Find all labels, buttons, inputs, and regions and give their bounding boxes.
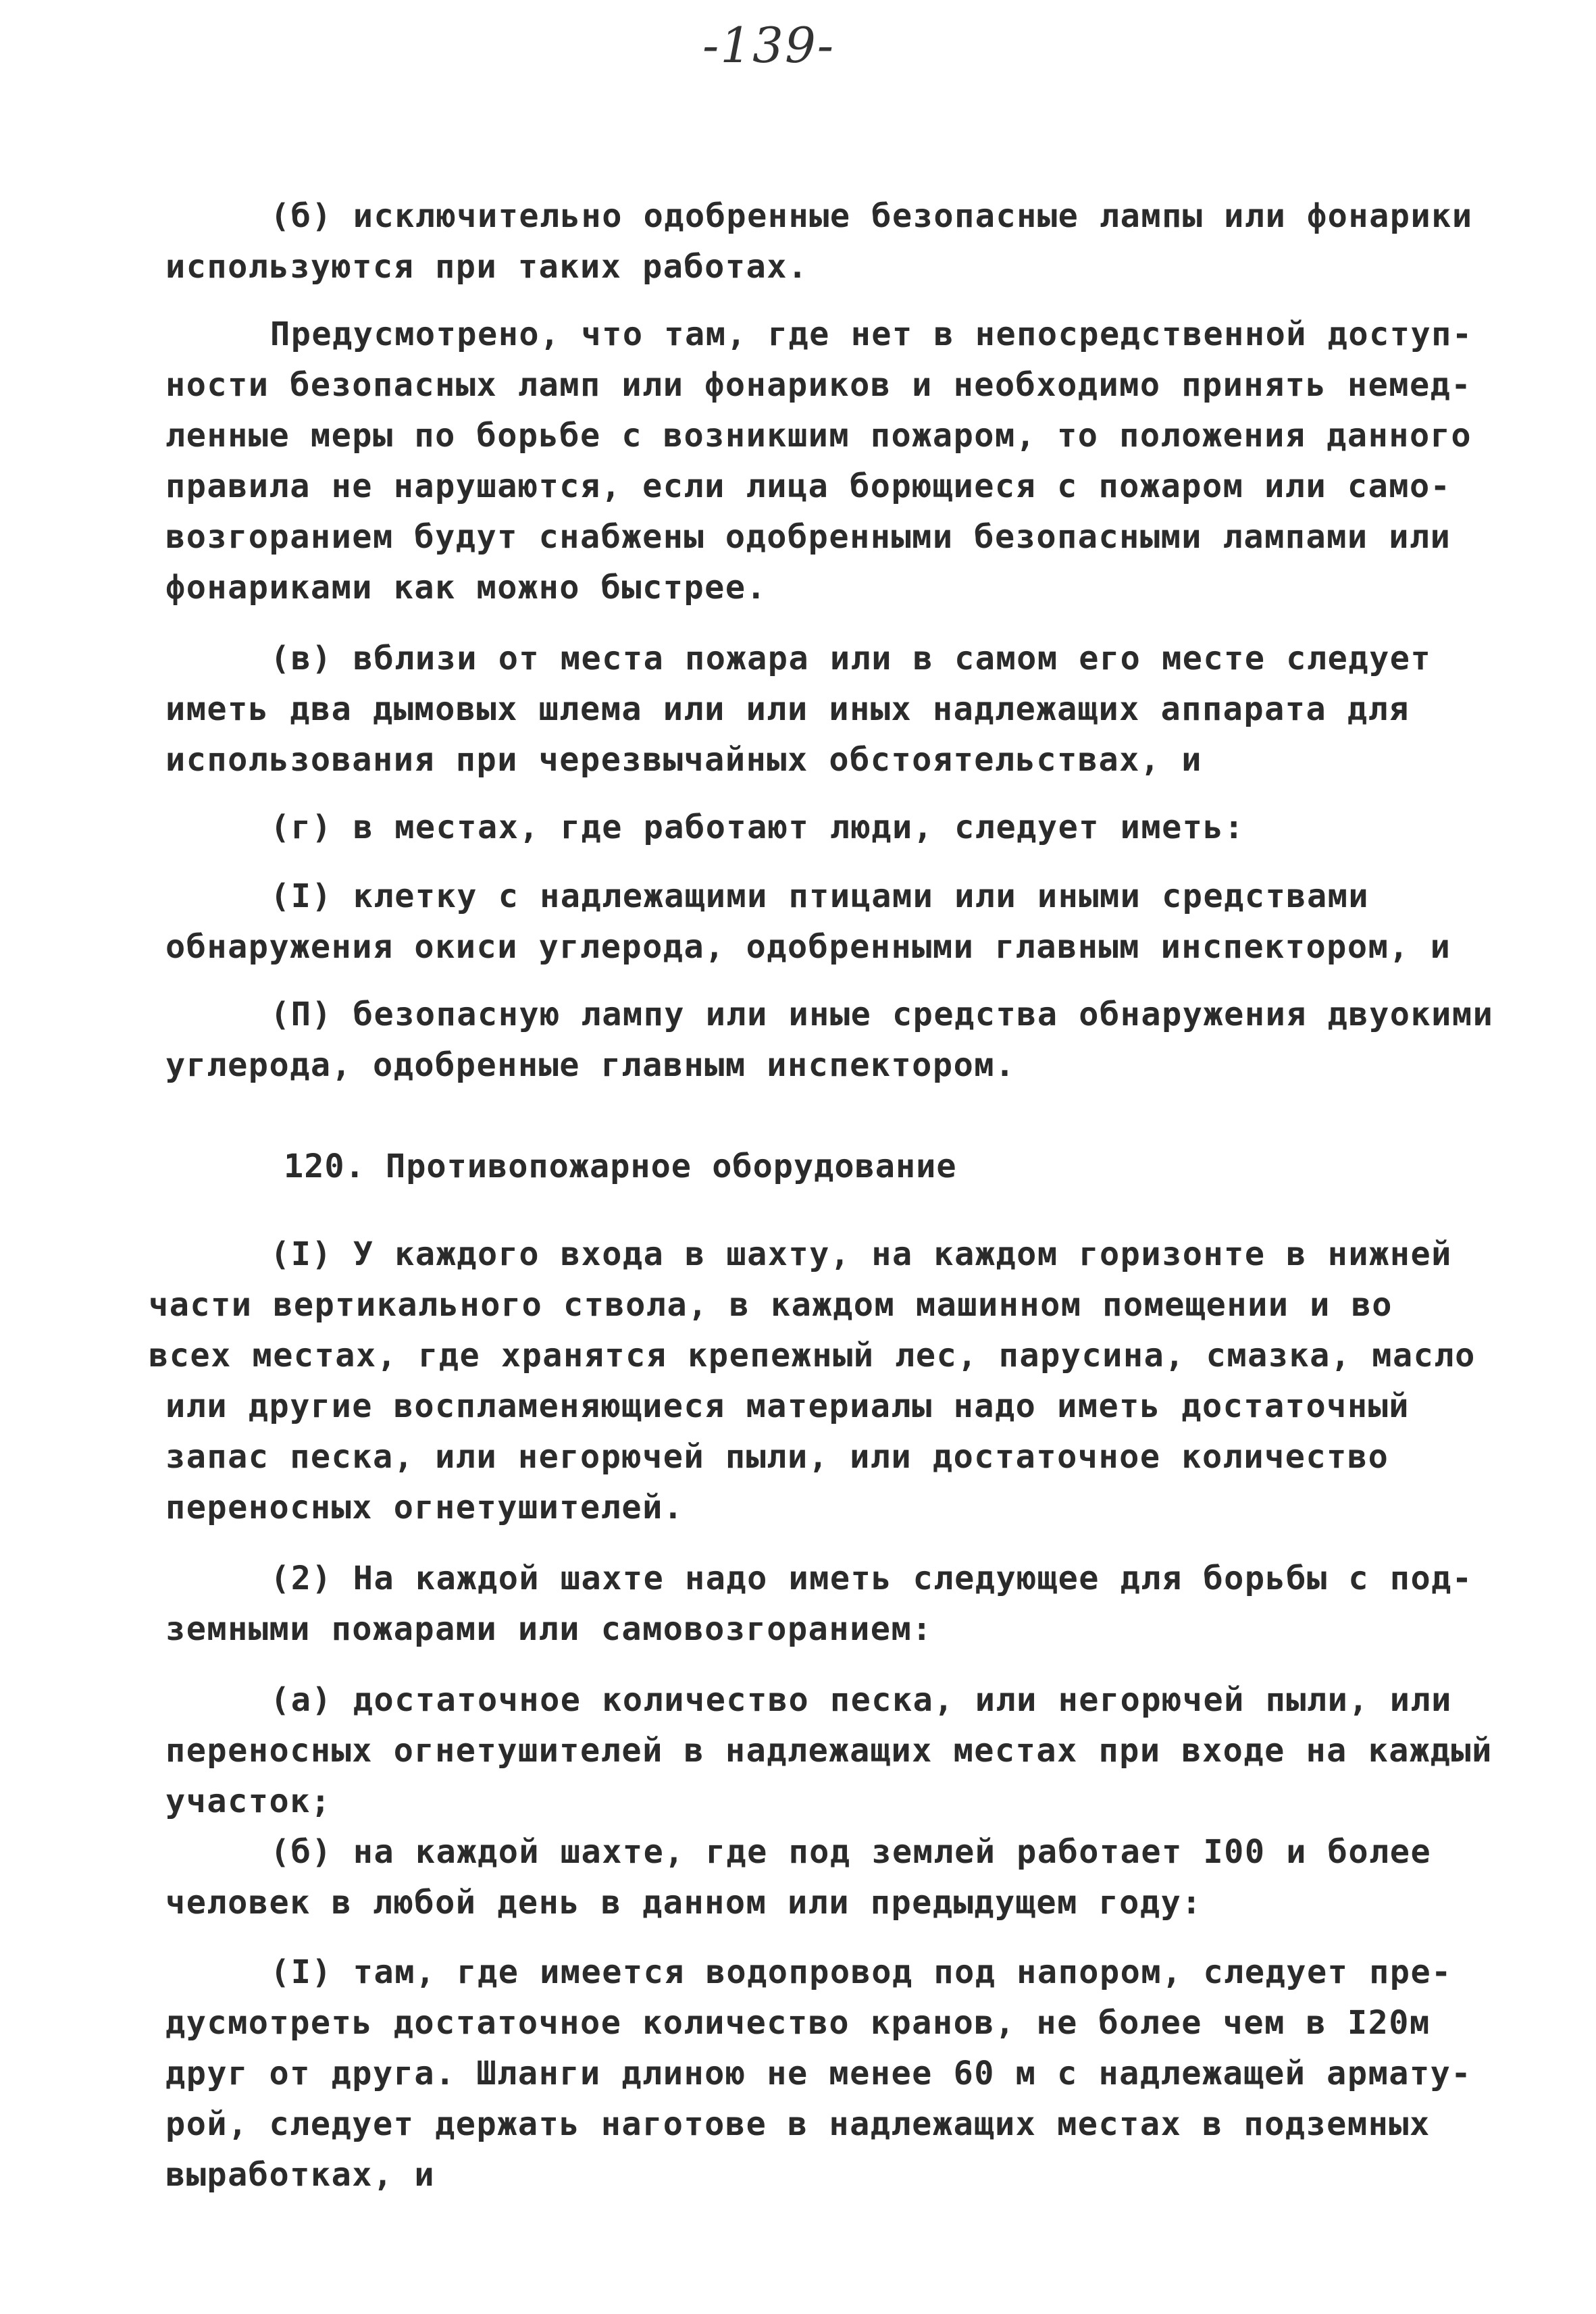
text-line: ленные меры по борьбе с возникшим пожаром, то положения данного bbox=[165, 417, 1472, 455]
text-line: (а) достаточное количество песка, или негорючей пыли, или bbox=[270, 1681, 1452, 1719]
text-line: друг от друга. Шланги длиною не менее 60 м с надлежащей армату- bbox=[165, 2055, 1472, 2092]
text-line: (I) клетку с надлежащими птицами или иными средствами bbox=[270, 877, 1370, 915]
text-line: переносных огнетушителей в надлежащих местах при входе на каждый bbox=[165, 1732, 1493, 1770]
text-line: земными пожарами или самовозгоранием: bbox=[165, 1610, 933, 1648]
text-line: фонариками как можно быстрее. bbox=[165, 569, 767, 607]
text-line: всех местах, где хранятся крепежный лес, парусина, смазка, масло bbox=[149, 1337, 1476, 1374]
text-line: (2) На каждой шахте надо иметь следующее для борьбы с под- bbox=[270, 1560, 1473, 1597]
text-line: ности безопасных ламп или фонариков и необходимо принять немед- bbox=[165, 366, 1472, 404]
text-line: (б) на каждой шахте, где под землей работает I00 и более bbox=[270, 1833, 1432, 1871]
text-line: (I) там, где имеется водопровод под напором, следует пре- bbox=[270, 1953, 1452, 1991]
text-line: участок; bbox=[165, 1782, 332, 1820]
text-line: (б) исключительно одобренные безопасные лампы или фонарики bbox=[270, 197, 1473, 235]
text-line: запас песка, или негорючей пыли, или достаточное количество bbox=[165, 1438, 1389, 1476]
page-number: -139- bbox=[702, 17, 835, 74]
text-line: человек в любой день в данном или предыдущем году: bbox=[165, 1884, 1202, 1922]
text-line: Предусмотрено, что там, где нет в непосредственной доступ- bbox=[270, 315, 1473, 353]
text-line: дусмотреть достаточное количество кранов, не более чем в I20м bbox=[165, 2004, 1431, 2042]
text-line: использования при черезвычайных обстоятельствах, и bbox=[165, 741, 1202, 779]
text-line: рой, следует держать наготове в надлежащих местах в подземных bbox=[165, 2105, 1431, 2143]
text-line: углерода, одобренные главным инспектором. bbox=[165, 1046, 1016, 1084]
text-line: переносных огнетушителей. bbox=[165, 1489, 684, 1526]
text-line: или другие воспламеняющиеся материалы надо иметь достаточный bbox=[165, 1387, 1410, 1425]
text-line: выработках, и bbox=[165, 2156, 436, 2194]
text-line: части вертикального ствола, в каждом машинном помещении и во bbox=[149, 1286, 1393, 1324]
text-line: обнаружения окиси углерода, одобренными главным инспектором, и bbox=[165, 928, 1451, 966]
text-line: (в) вблизи от места пожара или в самом его месте следует bbox=[270, 640, 1432, 677]
text-line: иметь два дымовых шлема или или иных надлежащих аппарата для bbox=[165, 690, 1410, 728]
text-line: возгоранием будут снабжены одобренными безопасными лампами или bbox=[165, 518, 1451, 556]
text-line: используются при таких работах. bbox=[165, 248, 808, 286]
text-line: (I) У каждого входа в шахту, на каждом горизонте в нижней bbox=[270, 1235, 1452, 1273]
text-line: правила не нарушаются, если лица борющиеся с пожаром или само- bbox=[165, 467, 1451, 505]
text-line: (г) в местах, где работают люди, следует иметь: bbox=[270, 808, 1245, 846]
section-heading: 120. Противопожарное оборудование bbox=[284, 1148, 957, 1185]
text-line: (П) безопасную лампу или иные средства обнаружения двуокими bbox=[270, 996, 1494, 1033]
